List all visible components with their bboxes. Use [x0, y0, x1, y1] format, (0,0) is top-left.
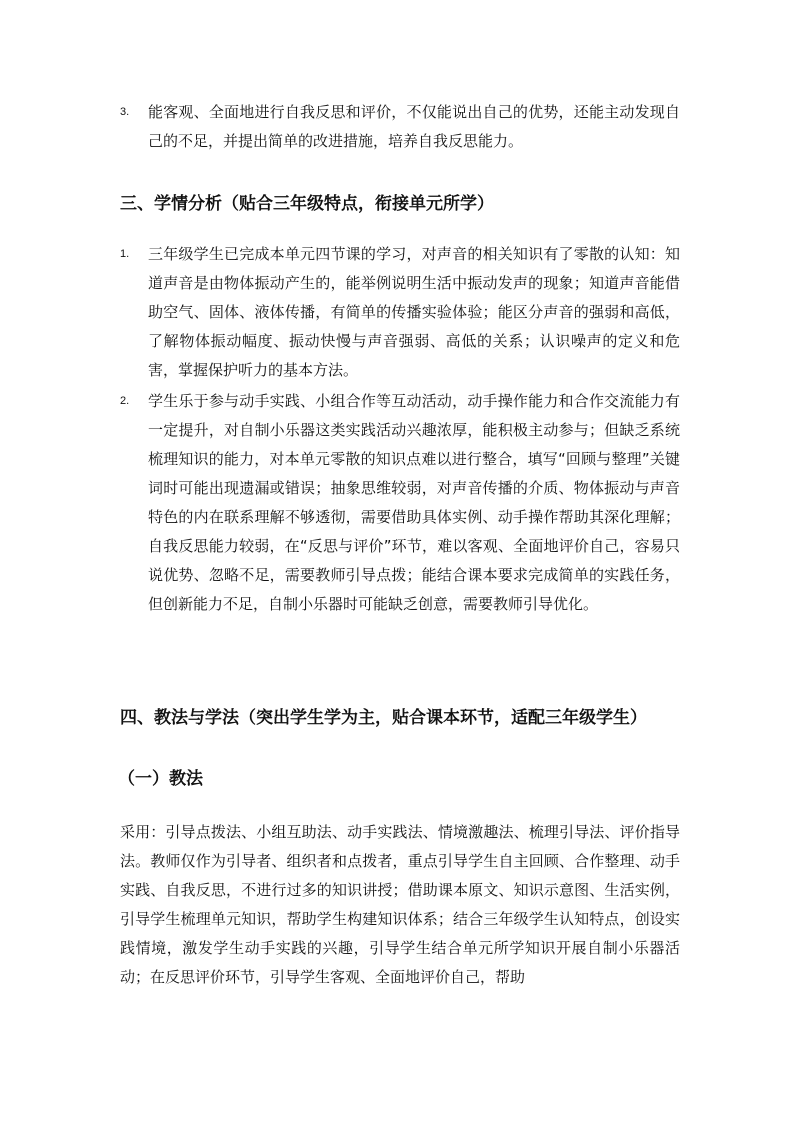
- list-item-text: 学生乐于参与动手实践、小组合作等互动活动，动手操作能力和合作交流能力有一定提升，对自制小乐器这类实践活动兴趣浓厚，能积极主动参与；但缺乏系统梳理知识的能力，对本单元零散的知识点难以进行整合，填写“回顾与整理”关键词时可能出现遗漏或错误；抽象思维较弱，对声音传播的介质、物体振动与声音特色的内在联系理解不够透彻，需要借助具体实例、动手操作帮助其深化理解；自我反思能力较弱，在“反思与评价”环节，难以客观、全面地评价自己，容易只说优势、忽略不足，需要教师引导点拨；能结合课本要求完成简单的实践任务，但创新能力不足，自制小乐器时可能缺乏创意，需要教师引导优化。: [148, 392, 680, 613]
- list-number: 3.: [120, 106, 130, 118]
- section-heading-learning-analysis: 三、学情分析（贴合三年级特点，衔接单元所学）: [120, 194, 494, 214]
- subheading-teaching-method: （一）教法: [118, 769, 203, 789]
- list-item: [120, 240, 680, 385]
- goal-list: [120, 98, 680, 158]
- teaching-method-paragraph: 采用：引导点拨法、小组互助法、动手实践法、情境激趣法、梳理引导法、评价指导法。教师仅作为引导者、组织者和点拨者，重点引导学生自主回顾、合作整理、动手实践、自我反思，不进行过多的知识讲授；借助课本原文、知识示意图、生活实例，引导学生梳理单元知识，帮助学生构建知识体系；结合三年级学生认知特点，创设实践情境，激发学生动手实践的兴趣，引导学生结合单元所学知识开展自制小乐器活动；在反思评价环节，引导学生客观、全面地评价自己，帮助: [120, 823, 680, 986]
- section-heading-teaching-methods: 四、教法与学法（突出学生学为主，贴合课本环节，适配三年级学生）: [120, 708, 647, 728]
- learning-analysis-list: [120, 240, 680, 621]
- list-item: [120, 98, 680, 156]
- list-number: 1.: [120, 248, 130, 260]
- list-item: [120, 387, 680, 619]
- list-item-text: 能客观、全面地进行自我反思和评价，不仅能说出自己的优势，还能主动发现自己的不足，并提出简单的改进措施，培养自我反思能力。: [148, 103, 680, 150]
- list-number: 2.: [120, 395, 130, 407]
- list-item-text: 三年级学生已完成本单元四节课的学习，对声音的相关知识有了零散的认知：知道声音是由物体振动产生的，能举例说明生活中振动发声的现象；知道声音能借助空气、固体、液体传播，有简单的传播实验体验；能区分声音的强弱和高低，了解物体振动幅度、振动快慢与声音强弱、高低的关系；认识噪声的定义和危害，掌握保护听力的基本方法。: [148, 245, 680, 379]
